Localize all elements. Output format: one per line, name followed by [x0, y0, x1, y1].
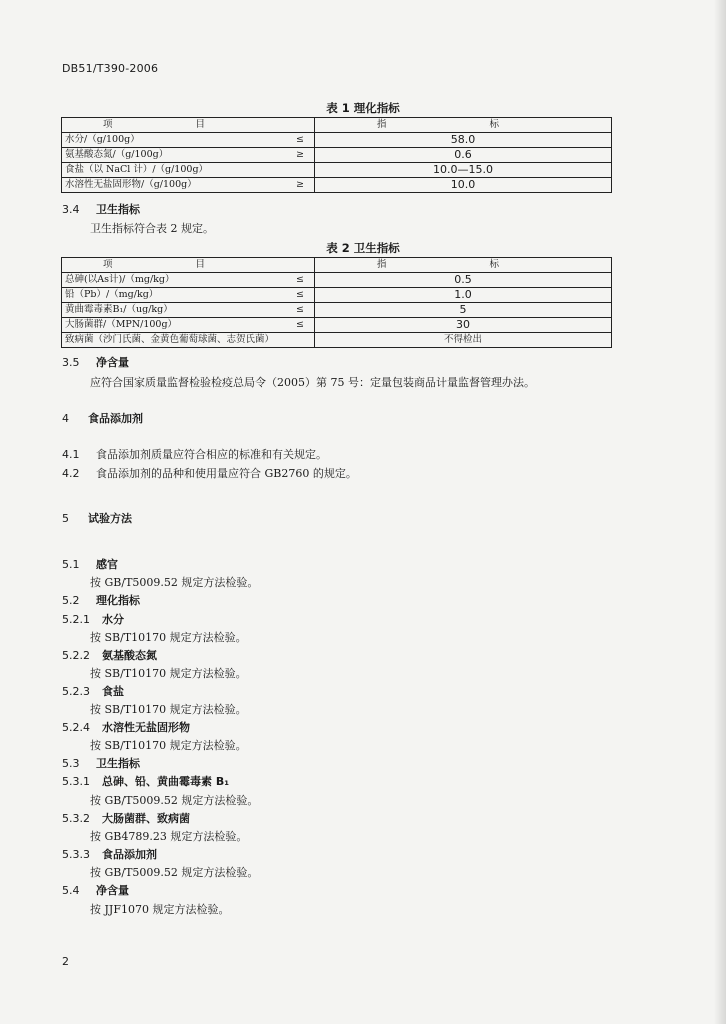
- table-cell-value: 58.0: [315, 133, 612, 148]
- section-5-3-3-text: 按 GB/T5009.52 规定方法检验。: [90, 866, 259, 879]
- table-cell-item: 总砷(以As计)/（mg/kg）: [62, 273, 287, 288]
- table-cell-item: 铅（Pb）/（mg/kg）: [62, 288, 287, 303]
- section-number: 5.3: [62, 757, 80, 770]
- table2-col-item: 项 目: [62, 258, 287, 273]
- section-title: 食品添加剂: [88, 412, 143, 425]
- section-title: 食盐: [102, 685, 124, 698]
- section-title: 食品添加剂: [102, 848, 157, 861]
- section-3-5-heading: [62, 354, 129, 370]
- table2-hygiene: [61, 257, 612, 348]
- section-5-4-heading: [62, 882, 129, 898]
- section-text: 食品添加剂的品种和使用量应符合 GB2760 的规定。: [96, 467, 357, 480]
- table1-caption: 表 1 理化指标: [326, 101, 400, 115]
- section-title: 水溶性无盐固形物: [102, 721, 190, 734]
- table-cell-value: 不得检出: [315, 333, 612, 348]
- section-title: 水分: [102, 613, 124, 626]
- table-row: [62, 148, 612, 163]
- section-5-2-2-heading: [62, 647, 157, 663]
- table-cell-item: 黄曲霉毒素B₁/（ug/kg）: [62, 303, 287, 318]
- table-cell-op: ≤: [286, 133, 315, 148]
- section-5-3-2-text: 按 GB4789.23 规定方法检验。: [90, 830, 248, 843]
- table-cell-value: 0.6: [315, 148, 612, 163]
- table2-col-op: [286, 258, 315, 273]
- table-cell-item: 氨基酸态氮/（g/100g）: [62, 148, 287, 163]
- table-cell-item: 水分/（g/100g）: [62, 133, 287, 148]
- section-4-heading: [62, 410, 143, 426]
- section-title: 理化指标: [96, 594, 140, 607]
- table-row: [62, 163, 612, 178]
- table-cell-item: 大肠菌群/（MPN/100g）: [62, 318, 287, 333]
- section-5-2-2-text: 按 SB/T10170 规定方法检验。: [90, 667, 247, 680]
- section-number: 5.3.3: [62, 848, 90, 861]
- section-title: 净含量: [96, 356, 129, 369]
- section-title: 净含量: [96, 884, 129, 897]
- table1-col-item: 项 目: [62, 118, 287, 133]
- section-5-1-text: 按 GB/T5009.52 规定方法检验。: [90, 576, 259, 589]
- table-cell-op: ≤: [286, 303, 315, 318]
- section-5-2-4-heading: [62, 719, 190, 735]
- table-row: [62, 318, 612, 333]
- section-number: 3.5: [62, 356, 80, 369]
- table-cell-op: [286, 163, 315, 178]
- table2-header-row: [62, 258, 612, 273]
- section-number: 5.4: [62, 884, 80, 897]
- section-title: 大肠菌群、致病菌: [102, 812, 190, 825]
- document-code: DB51/T390-2006: [62, 62, 159, 75]
- section-5-2-3-heading: [62, 683, 124, 699]
- section-title: 卫生指标: [96, 203, 140, 216]
- table-row: [62, 288, 612, 303]
- section-title: 总砷、铅、黄曲霉毒素 B₁: [102, 775, 230, 788]
- section-title: 感官: [96, 558, 118, 571]
- section-5-1-heading: [62, 556, 118, 572]
- table-cell-value: 10.0—15.0: [315, 163, 612, 178]
- section-5-2-heading: [62, 592, 140, 608]
- section-number: 5.3.1: [62, 775, 90, 788]
- table-row: [62, 178, 612, 193]
- section-title: 试验方法: [88, 512, 132, 525]
- section-5-2-3-text: 按 SB/T10170 规定方法检验。: [90, 703, 247, 716]
- table-cell-value: 0.5: [315, 273, 612, 288]
- section-5-3-heading: [62, 755, 140, 771]
- table2-col-value: 指 标: [315, 258, 612, 273]
- table-row: [62, 133, 612, 148]
- table2-caption: 表 2 卫生指标: [326, 241, 400, 255]
- section-title: 氨基酸态氮: [102, 649, 157, 662]
- section-title: 卫生指标: [96, 757, 140, 770]
- section-5-3-1-text: 按 GB/T5009.52 规定方法检验。: [90, 794, 259, 807]
- section-number: 5.2.1: [62, 613, 90, 626]
- section-number: 5.2.3: [62, 685, 90, 698]
- section-3-4-heading: [62, 201, 140, 217]
- section-number: 5.3.2: [62, 812, 90, 825]
- section-number: 5.2.4: [62, 721, 90, 734]
- section-number: 3.4: [62, 203, 80, 216]
- section-text: 食品添加剂质量应符合相应的标准和有关规定。: [96, 448, 327, 461]
- table-cell-item: 致病菌（沙门氏菌、金黄色葡萄球菌、志贺氏菌）: [62, 333, 315, 348]
- section-number: 5.2: [62, 594, 80, 607]
- section-number: 4: [62, 412, 69, 425]
- section-5-3-3-heading: [62, 846, 157, 862]
- section-number: 5.1: [62, 558, 80, 571]
- section-5-3-2-heading: [62, 810, 190, 826]
- table-row: [62, 273, 612, 288]
- page-edge-shadow: [714, 0, 726, 1024]
- table1-col-value: 指 标: [315, 118, 612, 133]
- section-number: 4.2: [62, 467, 80, 480]
- table-cell-value: 10.0: [315, 178, 612, 193]
- section-number: 5.2.2: [62, 649, 90, 662]
- section-4-1: [62, 446, 327, 462]
- section-5-2-1-text: 按 SB/T10170 规定方法检验。: [90, 631, 247, 644]
- table1-header-row: [62, 118, 612, 133]
- section-4-2: [62, 465, 357, 481]
- section-3-5-text: 应符合国家质量监督检验检疫总局令（2005）第 75 号：定量包装商品计量监督管理办法。: [90, 376, 535, 389]
- table-cell-op: ≥: [286, 148, 315, 163]
- section-5-2-1-heading: [62, 611, 124, 627]
- table-cell-op: ≤: [286, 318, 315, 333]
- table-row: [62, 303, 612, 318]
- table-cell-value: 5: [315, 303, 612, 318]
- table-cell-op: ≥: [286, 178, 315, 193]
- page-number: 2: [62, 955, 69, 968]
- section-5-3-1-heading: [62, 773, 229, 789]
- table-cell-value: 1.0: [315, 288, 612, 303]
- section-3-4-text: 卫生指标符合表 2 规定。: [90, 222, 214, 235]
- section-5-heading: [62, 510, 132, 526]
- table-cell-op: ≤: [286, 273, 315, 288]
- section-number: 4.1: [62, 448, 80, 461]
- table-cell-op: ≤: [286, 288, 315, 303]
- section-5-2-4-text: 按 SB/T10170 规定方法检验。: [90, 739, 247, 752]
- table-cell-item: 食盐（以 NaCl 计）/（g/100g）: [62, 163, 287, 178]
- table-row: [62, 333, 612, 348]
- table1-physicochemical: [61, 117, 612, 193]
- section-5-4-text: 按 JJF1070 规定方法检验。: [90, 903, 230, 916]
- section-number: 5: [62, 512, 69, 525]
- table-cell-value: 30: [315, 318, 612, 333]
- table-cell-item: 水溶性无盐固形物/（g/100g）: [62, 178, 287, 193]
- table1-col-op: [286, 118, 315, 133]
